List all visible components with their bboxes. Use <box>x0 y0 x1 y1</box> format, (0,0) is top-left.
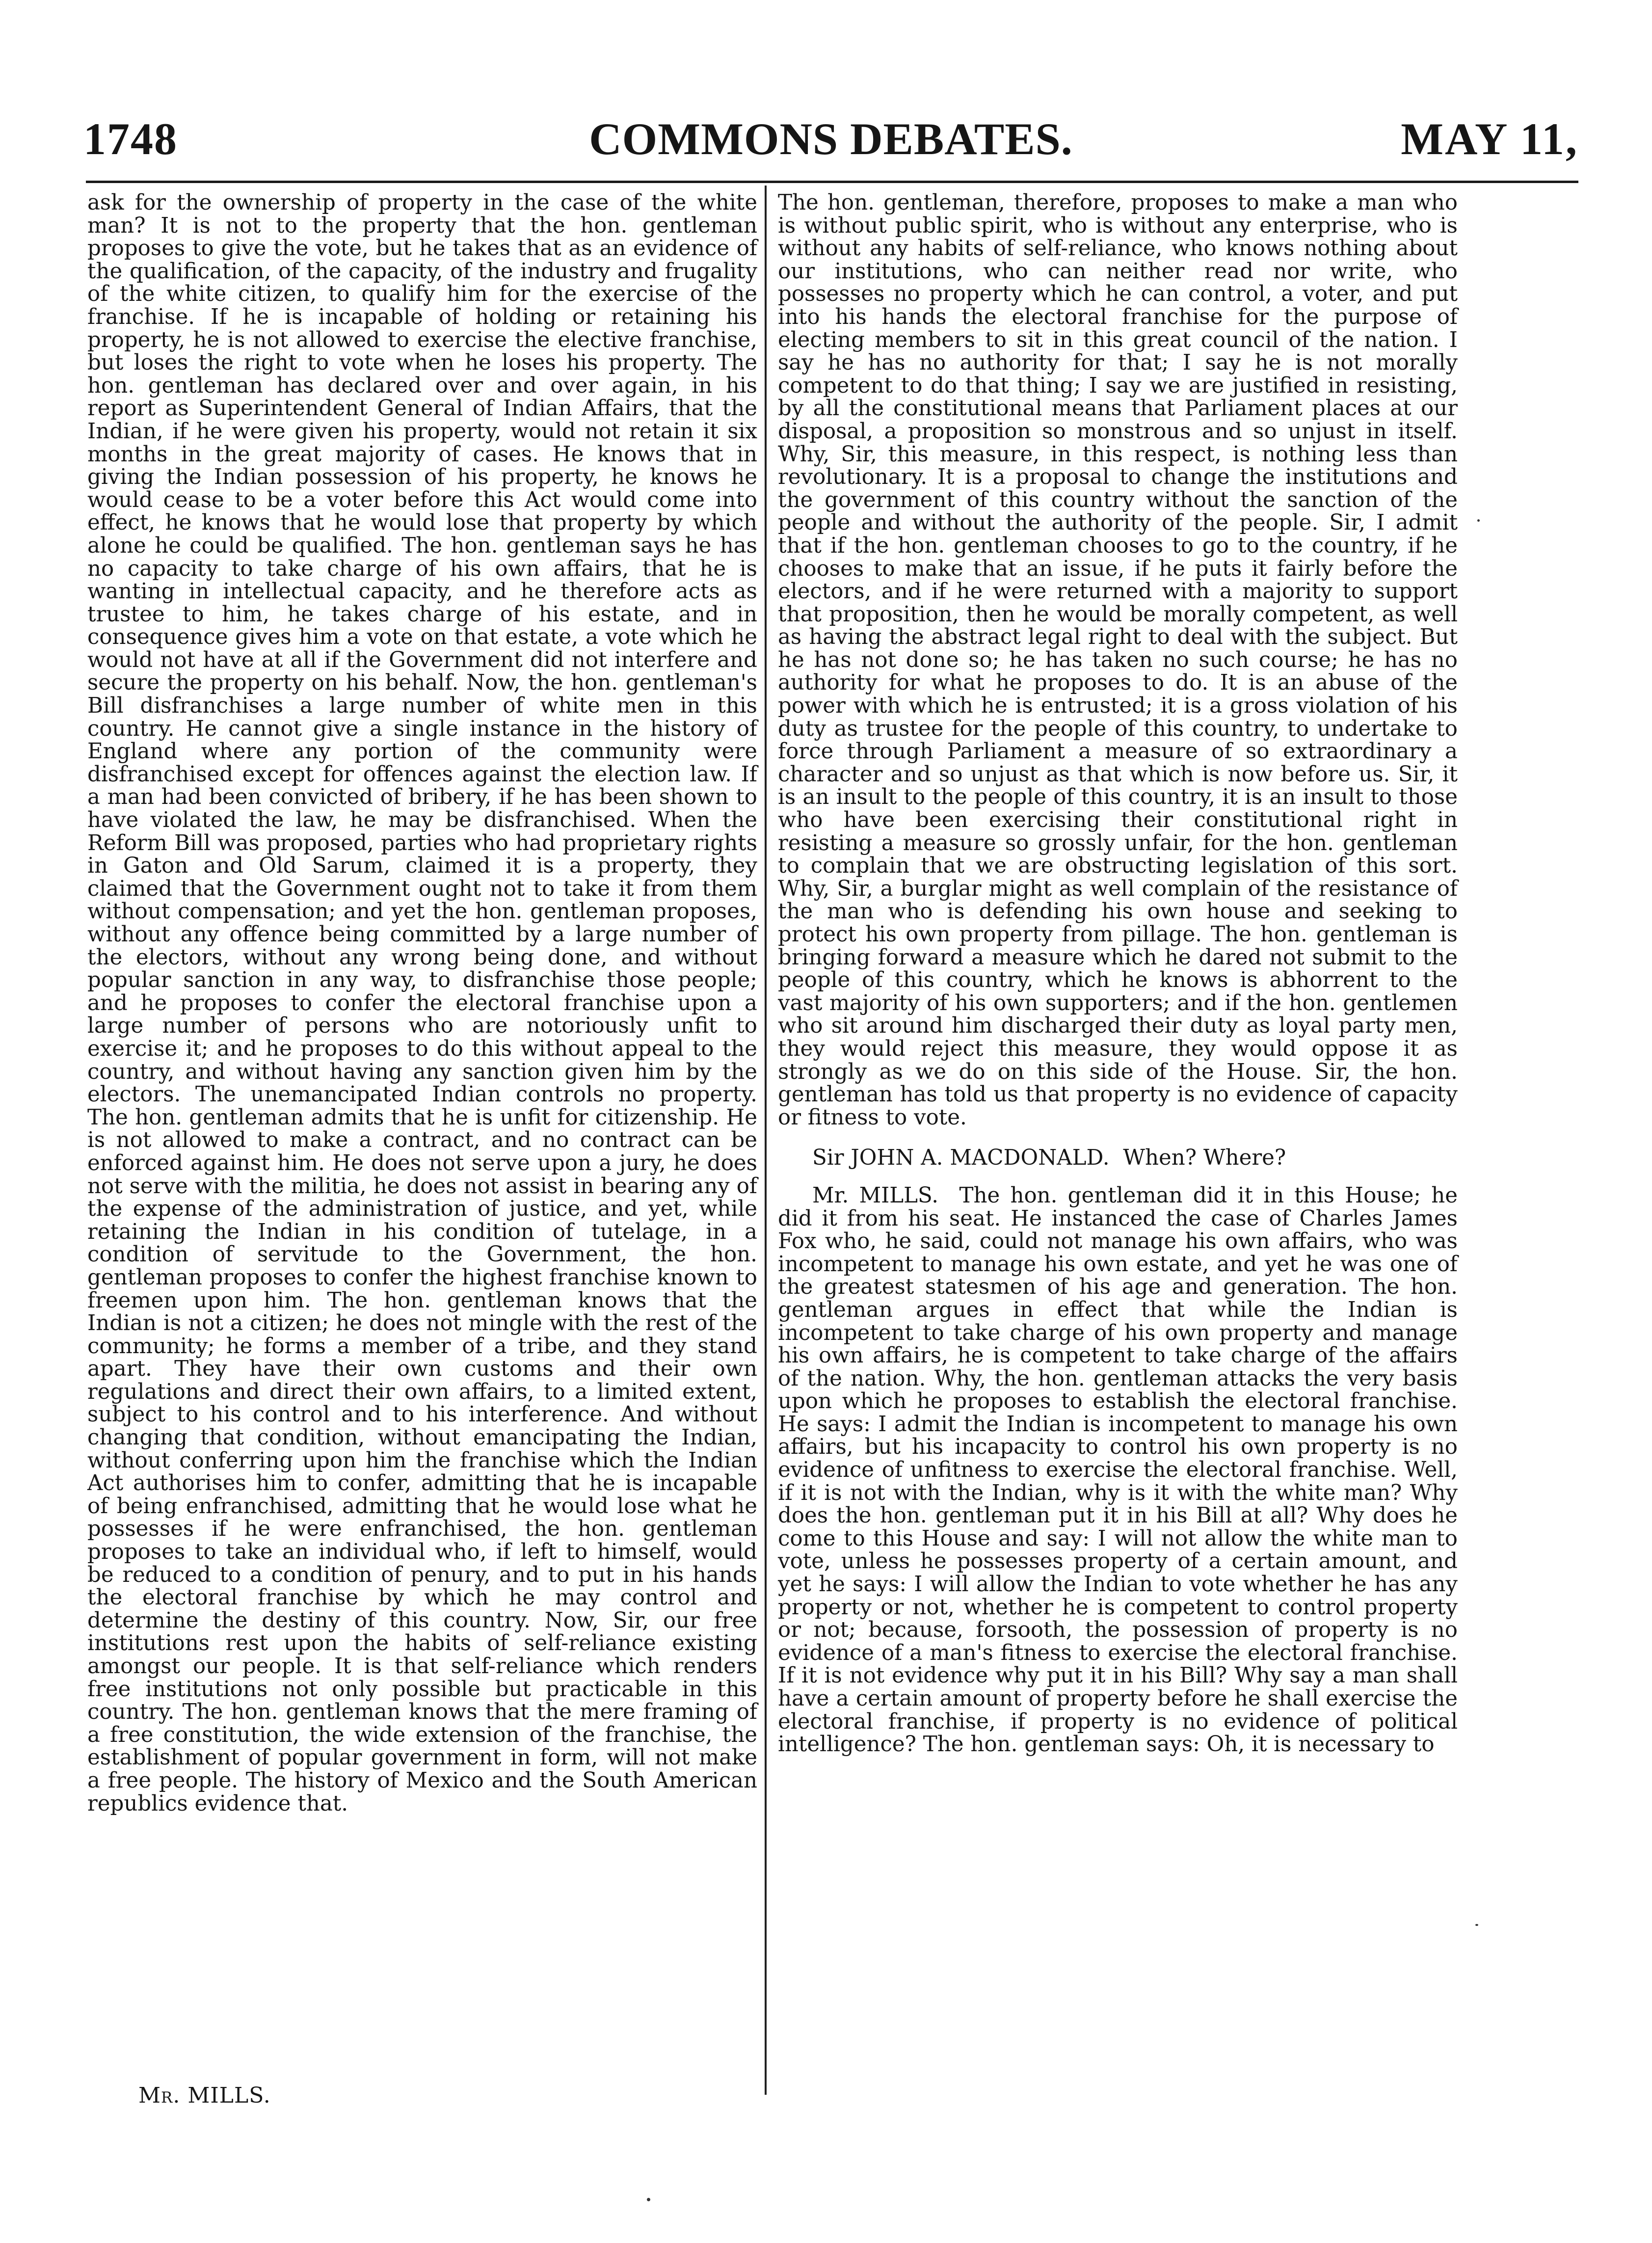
page-header <box>83 113 1578 177</box>
footer-speaker-mark: Mr. MILLS. <box>138 2083 271 2108</box>
print-speck <box>647 2198 650 2201</box>
page-date: MAY 11, <box>1401 114 1578 164</box>
interjection-text: When? Where? <box>1123 1146 1286 1171</box>
left-column <box>87 191 757 1815</box>
running-title: COMMONS DEBATES. <box>589 114 1073 164</box>
right-column <box>778 191 1458 1756</box>
header-rule <box>86 181 1578 183</box>
print-speck <box>1477 519 1480 522</box>
reply-speech <box>778 1184 1458 1756</box>
reply-text: The hon. gentleman did it in this House; he did it from his seat. He instanced the case of Charles James Fox who, he said, could not manage his own affairs, who was incompetent to manage his own estate, and yet he was one of the greatest statesmen of his age and generation. The hon. gentleman argues in effect that while the Indian is incompetent to take charge of his own property and manage his own affairs, he is competent to take charge of the affairs of the nation. Why, the hon. gentleman attacks the very basis upon which he proposes to establish the electoral franchise. He says: I admit the Indian is incompetent to manage his own affairs, but his incapacity to control his own property is no evidence of unfitness to exercise the electoral franchise. Well, if it is not with the Indian, why is it with the white man? Why does the hon. gentleman put it in his Bill at all? Why does he come to this House and say: I will not allow the white man to vote, unless he possesses property of a certain amount, and yet he says: I will allow the Indian to vote whether he has any property or not, whether he is competent to control property or not; because, forsooth, the possession of property is no evidence of a man's fitness to exercise the electoral franchise. If it is not evidence why put it in his Bill? Why say a man shall have a certain amount of property before he shall exercise the electoral franchise, if property is no evidence of political intelligence? The hon. gentleman says: Oh, it is necessary to <box>778 1183 1458 1757</box>
left-column-text: ask for the ownership of property in the case of the white man? It is not to the property that the hon. gentleman proposes to give the vote, but he takes that as an evidence of the qualification, of the capacity, of the industry and frugality of the white citizen, to qualify him for the exercise of the franchise. If he is incapable of holding or retaining his property, he is not allowed to exercise the elective franchise, but loses the right to vote when he loses his property. The hon. gentleman has declared over and over again, in his report as Superintendent General of Indian Affairs, that the Indian, if he were given his property, would not retain it six months in the great majority of cases. He knows that in giving the Indian possession of his property, he knows he would cease to be a voter before this Act would come into effect, he knows that he would lose that property by which alone he could be qualified. The hon. gentleman says he has no capacity to take charge of his own affairs, that he is wanting in intellectual capacity, and he therefore acts as trustee to him, he takes charge of his estate, and in consequence gives him a vote on that estate, a vote which he would not have at all if the Government did not interfere and secure the property on his behalf. Now, the hon. gentleman's Bill disfranchises a large number of white men in this country. He cannot give a single instance in the history of England where any portion of the community were disfranchised except for offences against the election law. If a man had been convicted of bribery, if he has been shown to have violated the law, he may be disfranchised. When the Reform Bill was proposed, parties who had proprietary rights in Gaton and Old Sarum, claimed it is a property, they claimed that the Government ought not to take it from them without compensation; and yet the hon. gentleman proposes, without any offence being committed by a large number of the electors, without any wrong being done, and without popular sanction in any way, to disfranchise those people; and he proposes to confer the electoral franchise upon a large number of persons who are notoriously unfit to exercise it; and he proposes to do this without appeal to the country, and without having any sanction given him by the electors. The unemancipated Indian controls no property. The hon. gentleman admits that he is unfit for citizenship. He is not allowed to make a contract, and no contract can be enforced against him. He does not serve upon a jury, he does not serve with the militia, he does not assist in bearing any of the expense of the administration of justice, and yet, while retaining the Indian in his condition of tutelage, in a condition of servitude to the Government, the hon. gentleman proposes to confer the highest franchise known to freemen upon him. The hon. gentleman knows that the Indian is not a citizen; he does not mingle with the rest of the community; he forms a member of a tribe, and they stand apart. They have their own customs and their own regulations and direct their own affairs, to a limited extent, subject to his control and to his interference. And without changing that condition, without emancipating the Indian, without conferring upon him the franchise which the Indian Act authorises him to confer, admitting that he is incapable of being enfranchised, admitting that he would lose what he possesses if he were enfranchised, the hon. gentleman proposes to take an individual who, if left to himself, would be reduced to a condition of penury, and to put in his hands the electoral franchise by which he may control and determine the destiny of this country. Now, Sir, our free institutions rest upon the habits of self-reliance existing amongst our people. It is that self-reliance which renders free institutions not only possible but practicable in this country. The hon. gentleman knows that the mere framing of a free constitution, the wide extension of the franchise, the establishment of popular government in form, will not make a free people. The history of Mexico and the South American republics evidence that. <box>87 190 757 1816</box>
right-column-paragraph: The hon. gentleman, therefore, proposes to make a man who is without public spirit, who is without any enterprise, who is without any habits of self-reliance, who knows nothing about our institutions, who can neither read nor write, who possesses no property which he can control, a voter, and put into his hands the electoral franchise for the purpose of electing members to sit in this great council of the nation. I say he has no authority for that; I say he is not morally competent to do that thing; I say we are justified in resisting, by all the constitutional means that Parliament places at our disposal, a proposition so monstrous and so unjust in itself. Why, Sir, this measure, in this respect, is nothing less than revolutionary. It is a proposal to change the institutions and the government of this country without the sanction of the people and without the authority of the people. Sir, I admit that if the hon. gentleman chooses to go to the country, if he chooses to make that an issue, if he puts it fairly before the electors, and if he were returned with a majority to support that proposition, then he would be morally competent, as well as having the abstract legal right to deal with the subject. But he has not done so; he has taken no such course; he has no authority for what he proposes to do. It is an abuse of the power with which he is entrusted; it is a gross violation of his duty as trustee for the people of this country, to undertake to force through Parliament a measure of so extraordinary a character and so unjust as that which is now before us. Sir, it is an insult to the people of this country, it is an insult to those who have been exercising their constitutional right in resisting a measure so grossly unfair, for the hon. gentleman to complain that we are obstructing legislation of this sort. Why, Sir, a burglar might as well complain of the resistance of the man who is defending his own house and seeking to protect his own property from pillage. The hon. gentleman is bringing forward a measure which he dared not submit to the people of this country, which he knows is abhorrent to the vast majority of his own supporters; and if the hon. gentlemen who sit around him discharged their duty as loyal party men, they would reject this measure, they would oppose it as strongly as we do on this side of the House. Sir, the hon. gentleman has told us that property is no evidence of capacity or fitness to vote. <box>778 190 1458 1130</box>
interjection-speaker: Sir JOHN A. MACDONALD. <box>812 1146 1110 1171</box>
column-divider <box>765 186 767 2095</box>
interjection <box>778 1147 1458 1170</box>
page-number: 1748 <box>83 114 178 164</box>
reply-speaker: Mr. MILLS. <box>812 1183 939 1208</box>
print-speck <box>1475 1924 1478 1926</box>
